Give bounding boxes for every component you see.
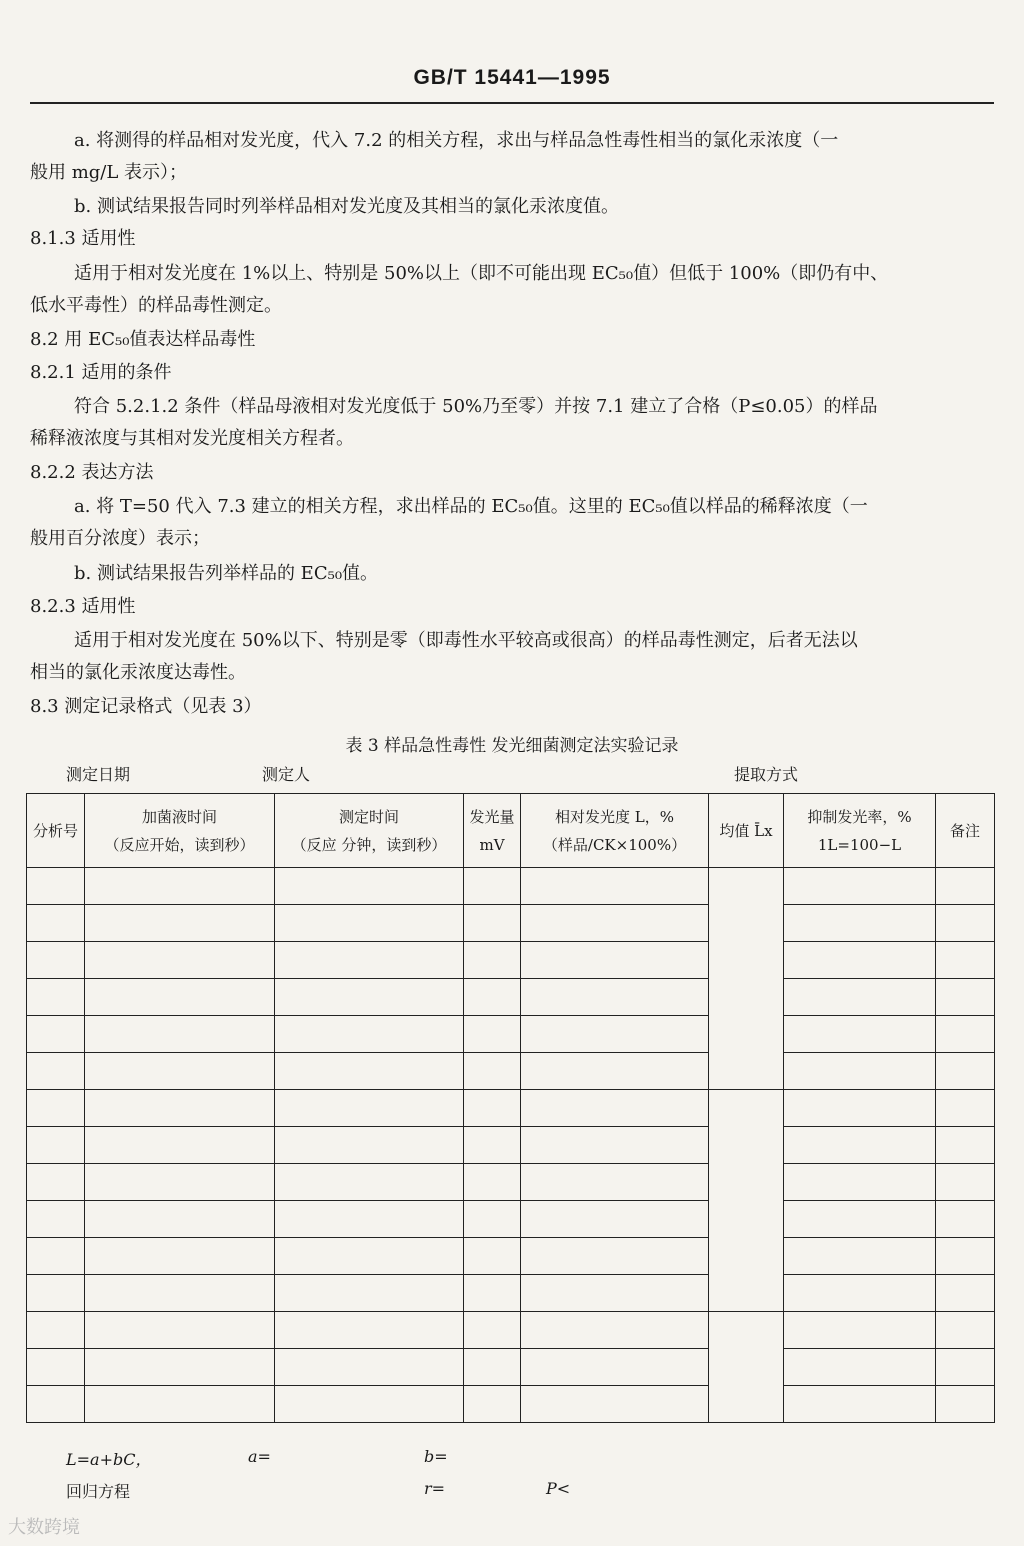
table-cell[interactable] bbox=[85, 942, 275, 979]
table-cell[interactable] bbox=[936, 1016, 995, 1053]
table-cell[interactable] bbox=[27, 1349, 85, 1386]
table-row bbox=[27, 1164, 995, 1201]
table-cell[interactable] bbox=[464, 905, 521, 942]
table-cell[interactable] bbox=[85, 1127, 275, 1164]
table-header-cell: 加菌液时间 （反应开始，读到秒） bbox=[85, 794, 275, 868]
table-cell[interactable] bbox=[521, 1275, 709, 1312]
table-cell[interactable] bbox=[27, 1201, 85, 1238]
table-cell[interactable] bbox=[784, 1349, 936, 1386]
table-cell[interactable] bbox=[464, 1090, 521, 1127]
table-cell[interactable] bbox=[275, 1164, 464, 1201]
text-line: 般用 mg/L 表示）； bbox=[30, 162, 188, 183]
table-cell[interactable] bbox=[464, 979, 521, 1016]
table-cell[interactable] bbox=[521, 979, 709, 1016]
table-cell[interactable] bbox=[521, 868, 709, 905]
table-cell[interactable] bbox=[85, 1275, 275, 1312]
table-header-cell: 测定时间 （反应 分钟，读到秒） bbox=[275, 794, 464, 868]
table-cell[interactable] bbox=[275, 1238, 464, 1275]
table-cell[interactable] bbox=[275, 1053, 464, 1090]
table-cell[interactable] bbox=[936, 868, 995, 905]
text-line: a. 将测得的样品相对发光度，代入 7.2 的相关方程，求出与样品急性毒性相当的氯化汞浓度（一 bbox=[74, 130, 839, 151]
table-cell[interactable] bbox=[521, 1238, 709, 1275]
table-body bbox=[27, 868, 995, 1423]
table-cell[interactable] bbox=[275, 979, 464, 1016]
table-cell[interactable] bbox=[784, 1016, 936, 1053]
text-line: 稀释液浓度与其相对发光度相关方程者。 bbox=[30, 428, 354, 449]
table-header-cell: 抑制发光率，% 1L=100−L bbox=[784, 794, 936, 868]
section-heading: 8.2.3 适用性 bbox=[30, 596, 136, 617]
table-cell[interactable] bbox=[784, 905, 936, 942]
table-cell[interactable] bbox=[521, 1090, 709, 1127]
text-line: 符合 5.2.1.2 条件（样品母液相对发光度低于 50%乃至零）并按 7.1 建立了合格（P≤0.05）的样品 bbox=[74, 396, 878, 417]
table-cell[interactable] bbox=[85, 1090, 275, 1127]
table-cell[interactable] bbox=[521, 1349, 709, 1386]
table-header-cell: 相对发光度 L，% （样品/CK×100%） bbox=[521, 794, 709, 868]
table-cell[interactable] bbox=[784, 1053, 936, 1090]
table-cell[interactable] bbox=[936, 1053, 995, 1090]
table-cell[interactable] bbox=[85, 1053, 275, 1090]
table-row bbox=[27, 1312, 995, 1349]
table-cell[interactable] bbox=[464, 942, 521, 979]
table-cell[interactable] bbox=[85, 1201, 275, 1238]
table-cell[interactable] bbox=[275, 1201, 464, 1238]
table-row bbox=[27, 979, 995, 1016]
table-cell[interactable] bbox=[27, 1275, 85, 1312]
table-cell[interactable] bbox=[521, 1164, 709, 1201]
table-row bbox=[27, 942, 995, 979]
table-row bbox=[27, 1016, 995, 1053]
table-cell[interactable] bbox=[936, 1349, 995, 1386]
table-header-cell: 备注 bbox=[936, 794, 995, 868]
table-cell[interactable] bbox=[521, 942, 709, 979]
table-cell[interactable] bbox=[709, 868, 784, 1090]
table-cell[interactable] bbox=[85, 1238, 275, 1275]
table-cell[interactable] bbox=[85, 1016, 275, 1053]
table-cell[interactable] bbox=[521, 1127, 709, 1164]
table-row bbox=[27, 1090, 995, 1127]
table-cell[interactable] bbox=[464, 1053, 521, 1090]
table-cell[interactable] bbox=[464, 1275, 521, 1312]
table-cell[interactable] bbox=[464, 1016, 521, 1053]
table-cell[interactable] bbox=[275, 1349, 464, 1386]
table-cell[interactable] bbox=[27, 1090, 85, 1127]
table-cell[interactable] bbox=[521, 1016, 709, 1053]
table-cell[interactable] bbox=[784, 868, 936, 905]
text-line: 相当的氯化汞浓度达毒性。 bbox=[30, 662, 246, 683]
table-cell[interactable] bbox=[936, 1127, 995, 1164]
table-cell[interactable] bbox=[27, 1016, 85, 1053]
table-cell[interactable] bbox=[936, 942, 995, 979]
text-line: b. 测试结果报告同时列举样品相对发光度及其相当的氯化汞浓度值。 bbox=[74, 196, 619, 217]
table-cell[interactable] bbox=[521, 1053, 709, 1090]
table-cell[interactable] bbox=[936, 1238, 995, 1275]
table-row bbox=[27, 1238, 995, 1275]
table-cell[interactable] bbox=[464, 1201, 521, 1238]
text-line: a. 将 T=50 代入 7.3 建立的相关方程，求出样品的 EC₅₀值。这里的 EC₅₀值以样品的稀释浓度（一 bbox=[74, 496, 868, 517]
table-cell[interactable] bbox=[275, 1312, 464, 1349]
table-cell[interactable] bbox=[784, 942, 936, 979]
table-cell[interactable] bbox=[27, 1238, 85, 1275]
table-cell[interactable] bbox=[85, 905, 275, 942]
table-cell[interactable] bbox=[521, 1201, 709, 1238]
table-row bbox=[27, 868, 995, 905]
table-cell[interactable] bbox=[27, 1386, 85, 1423]
table-cell[interactable] bbox=[275, 942, 464, 979]
section-heading: 8.2.1 适用的条件 bbox=[30, 362, 172, 383]
table-cell[interactable] bbox=[275, 905, 464, 942]
text-line: 适用于相对发光度在 50%以下、特别是零（即毒性水平较高或很高）的样品毒性测定，后者无法以 bbox=[74, 630, 858, 651]
table-cell[interactable] bbox=[936, 1275, 995, 1312]
table-cell[interactable] bbox=[27, 1127, 85, 1164]
table-cell[interactable] bbox=[936, 979, 995, 1016]
table-row bbox=[27, 1275, 995, 1312]
table-cell[interactable] bbox=[784, 1127, 936, 1164]
table-cell[interactable] bbox=[936, 1386, 995, 1423]
record-table bbox=[26, 793, 995, 1423]
table-header-cell: 分析号 bbox=[27, 794, 85, 868]
table-cell[interactable] bbox=[709, 1312, 784, 1423]
table-cell[interactable] bbox=[936, 1312, 995, 1349]
table-cell[interactable] bbox=[464, 1164, 521, 1201]
table-cell[interactable] bbox=[275, 1275, 464, 1312]
table-row bbox=[27, 1201, 995, 1238]
table-row bbox=[27, 1349, 995, 1386]
table-cell[interactable] bbox=[784, 1312, 936, 1349]
text-line: 低水平毒性）的样品毒性测定。 bbox=[30, 295, 282, 316]
table-cell[interactable] bbox=[27, 1312, 85, 1349]
table-cell[interactable] bbox=[521, 905, 709, 942]
table-cell[interactable] bbox=[275, 1127, 464, 1164]
table-cell[interactable] bbox=[27, 1053, 85, 1090]
table-cell[interactable] bbox=[784, 1201, 936, 1238]
table-cell[interactable] bbox=[464, 1386, 521, 1423]
meta-person: 测定人 bbox=[262, 765, 311, 784]
table-cell[interactable] bbox=[521, 1312, 709, 1349]
table-cell[interactable] bbox=[27, 979, 85, 1016]
table-cell[interactable] bbox=[85, 979, 275, 1016]
table-cell[interactable] bbox=[464, 868, 521, 905]
table-cell[interactable] bbox=[936, 1090, 995, 1127]
table-cell[interactable] bbox=[784, 1238, 936, 1275]
text-line: 适用于相对发光度在 1%以上、特别是 50%以上（即不可能出现 EC₅₀值）但低于 100%（即仍有中、 bbox=[74, 263, 889, 284]
table-cell[interactable] bbox=[784, 1090, 936, 1127]
table-cell[interactable] bbox=[464, 1127, 521, 1164]
table-cell[interactable] bbox=[85, 1164, 275, 1201]
table-cell[interactable] bbox=[275, 868, 464, 905]
footer-b: b= bbox=[424, 1447, 448, 1466]
table-header-row bbox=[27, 794, 995, 868]
table-header-cell: 发光量 mV bbox=[464, 794, 521, 868]
meta-method: 提取方式 bbox=[734, 765, 799, 784]
table-cell[interactable] bbox=[709, 1090, 784, 1312]
table-cell[interactable] bbox=[936, 905, 995, 942]
table-row bbox=[27, 1053, 995, 1090]
table-cell[interactable] bbox=[784, 1386, 936, 1423]
footer-r: r= bbox=[424, 1479, 446, 1498]
table-cell[interactable] bbox=[275, 1016, 464, 1053]
table-cell[interactable] bbox=[464, 1312, 521, 1349]
footer-p: P< bbox=[546, 1479, 571, 1498]
table-cell[interactable] bbox=[464, 1238, 521, 1275]
table-row bbox=[27, 1386, 995, 1423]
table-row bbox=[27, 905, 995, 942]
table-cell[interactable] bbox=[27, 868, 85, 905]
table-cell[interactable] bbox=[27, 942, 85, 979]
table-cell[interactable] bbox=[85, 1312, 275, 1349]
section-heading: 8.3 测定记录格式（见表 3） bbox=[30, 696, 262, 717]
table-cell[interactable] bbox=[27, 1164, 85, 1201]
header-rule bbox=[30, 102, 994, 104]
watermark-logo: 大数跨境 bbox=[8, 1517, 80, 1538]
section-heading: 8.1.3 适用性 bbox=[30, 228, 136, 249]
table-cell[interactable] bbox=[784, 1164, 936, 1201]
table-cell[interactable] bbox=[464, 1349, 521, 1386]
table-cell[interactable] bbox=[784, 979, 936, 1016]
table-cell[interactable] bbox=[784, 1275, 936, 1312]
footer-regression: 回归方程 bbox=[66, 1482, 131, 1501]
footer-a: a= bbox=[248, 1447, 271, 1466]
table-cell[interactable] bbox=[85, 1349, 275, 1386]
section-heading: 8.2 用 EC₅₀值表达样品毒性 bbox=[30, 329, 256, 350]
table-header-cell: 均值 L̄x bbox=[709, 794, 784, 868]
table-caption: 表 3 样品急性毒性 发光细菌测定法实验记录 bbox=[345, 736, 679, 756]
page-header: GB/T 15441—1995 bbox=[413, 66, 611, 89]
table-cell[interactable] bbox=[85, 1386, 275, 1423]
text-line: 般用百分浓度）表示； bbox=[30, 528, 210, 549]
footer-equation: L=a+bC， bbox=[66, 1450, 152, 1469]
table-cell[interactable] bbox=[936, 1201, 995, 1238]
table-cell[interactable] bbox=[85, 868, 275, 905]
text-line: b. 测试结果报告列举样品的 EC₅₀值。 bbox=[74, 563, 379, 584]
table-row bbox=[27, 1127, 995, 1164]
section-heading: 8.2.2 表达方法 bbox=[30, 462, 154, 483]
meta-date: 测定日期 bbox=[66, 765, 131, 784]
table-cell[interactable] bbox=[521, 1386, 709, 1423]
table-cell[interactable] bbox=[275, 1386, 464, 1423]
table-cell[interactable] bbox=[936, 1164, 995, 1201]
table-cell[interactable] bbox=[27, 905, 85, 942]
table-cell[interactable] bbox=[275, 1090, 464, 1127]
